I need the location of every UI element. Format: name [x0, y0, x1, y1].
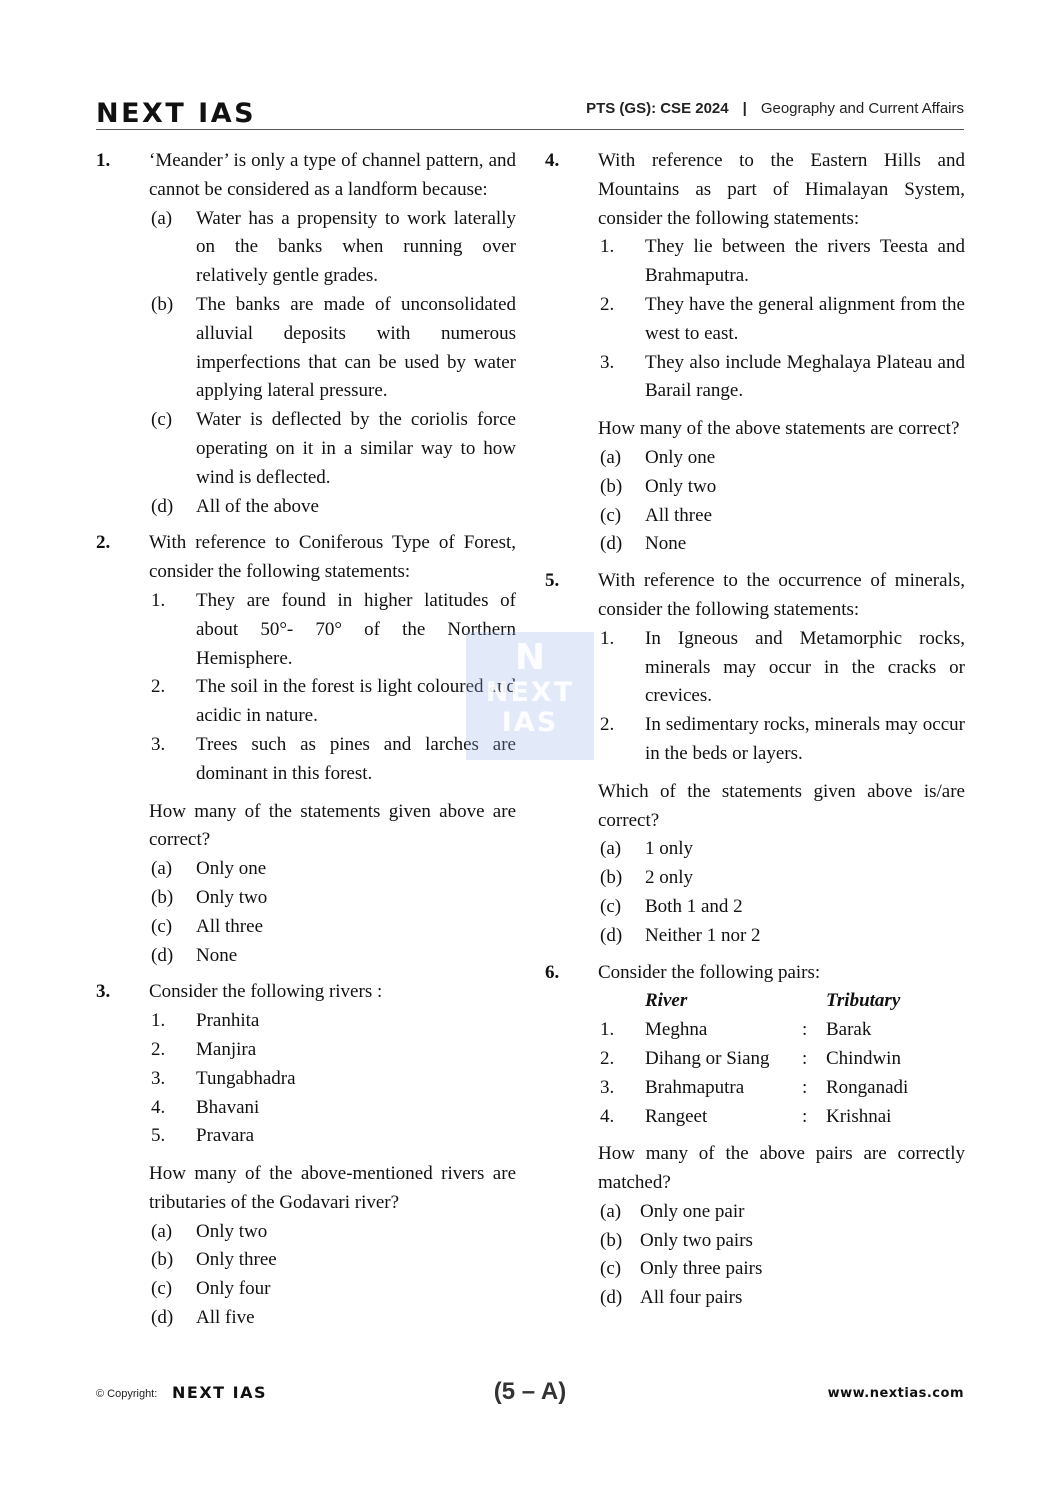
pair-row [598, 1103, 965, 1132]
option-text: Only two [645, 475, 717, 497]
option-text: Only three [196, 1249, 277, 1271]
statement-text: They have the general alignment from the west to east. [645, 293, 965, 344]
option-b [149, 291, 516, 406]
option-b [149, 884, 516, 913]
option-text: The banks are made of unconsolidated alluvial deposits with numerous imperfections that can be used by water applying lateral pressure. [196, 293, 516, 402]
pair-separator: : [802, 1019, 808, 1041]
option-d [598, 530, 965, 559]
option-text: Water has a propensity to work laterally on the banks when running over relatively gentle grades. [196, 207, 516, 287]
watermark-mark: N [514, 637, 546, 678]
statement-text: In sedimentary rocks, minerals may occur in the beds or layers. [645, 714, 965, 764]
statement-label: 3. [151, 733, 166, 755]
pair-label: 3. [600, 1076, 615, 1098]
option-label: (d) [600, 533, 623, 555]
option-label: (d) [600, 924, 623, 946]
option-label: (c) [151, 1278, 173, 1300]
option-label: (d) [600, 1287, 623, 1309]
question-prompt: How many of the above-mentioned rivers are tributaries of the Godavari river? [149, 1163, 516, 1213]
statement-2 [149, 673, 516, 731]
pair-separator: : [802, 1076, 808, 1098]
river-item [149, 1036, 516, 1065]
option-text: Only two [196, 886, 268, 908]
watermark-text: IAS [501, 707, 559, 738]
brand-logo: NEXT IAS [96, 98, 257, 129]
question-prompt: Which of the statements given above is/are correct? [598, 780, 965, 831]
question-number: 4. [545, 150, 560, 171]
option-text: 1 only [645, 838, 694, 860]
option-label: (b) [600, 867, 623, 889]
website-url: www.nextias.com [827, 1386, 964, 1401]
right-column [545, 147, 965, 1321]
pair-separator: : [802, 1047, 808, 1069]
option-label: (d) [151, 495, 174, 517]
item-text: Pravara [196, 1125, 255, 1147]
option-text: All three [645, 504, 713, 526]
item-label: 1. [151, 1010, 166, 1032]
option-text: All of the above [196, 495, 319, 517]
question-4 [545, 147, 965, 559]
item-text: Pranhita [196, 1010, 260, 1032]
question-2 [96, 529, 516, 970]
option-a [149, 855, 516, 884]
option-label: (c) [600, 895, 622, 917]
statement-3 [149, 731, 516, 789]
item-label: 3. [151, 1067, 166, 1089]
option-text: Both 1 and 2 [645, 895, 743, 917]
pair-tributary: Barak [826, 1019, 872, 1041]
statement-3 [598, 349, 965, 407]
header-separator: | [742, 100, 747, 117]
option-d [598, 1284, 965, 1313]
pairs-header [598, 987, 965, 1016]
option-d [598, 922, 965, 951]
statement-text: They also include Meghalaya Plateau and Barail range. [645, 351, 965, 402]
option-text: All five [196, 1307, 255, 1329]
pair-label: 1. [600, 1019, 615, 1041]
option-c [149, 406, 516, 492]
pair-tributary: Ronganadi [826, 1076, 909, 1098]
tributary-column-header: Tributary [826, 990, 901, 1012]
option-text: Only one [196, 858, 267, 880]
pair-tributary: Chindwin [826, 1047, 901, 1069]
river-item [149, 1122, 516, 1151]
option-d [149, 942, 516, 971]
option-label: (b) [151, 1249, 174, 1271]
subject-title: Geography and Current Affairs [760, 100, 964, 117]
option-c [598, 893, 965, 922]
page-number: (5 – A) [493, 1378, 567, 1405]
question-text: ‘Meander’ is only a type of channel pattern, and cannot be considered as a landform because: [149, 150, 516, 200]
question-prompt: How many of the above pairs are correctly matched? [598, 1143, 965, 1194]
option-label: (a) [151, 858, 173, 880]
option-text: None [645, 533, 687, 555]
option-label: (d) [151, 944, 174, 966]
header-info [586, 100, 964, 117]
option-a [598, 835, 965, 864]
option-text: Only four [196, 1278, 271, 1300]
river-item [149, 1094, 516, 1123]
option-c [149, 913, 516, 942]
footer-logo: NEXT IAS [172, 1383, 267, 1402]
option-label: (a) [600, 446, 622, 468]
option-b [598, 1227, 965, 1256]
question-text: With reference to the Eastern Hills and Mountains as part of Himalayan System, consider the following statements: [598, 150, 965, 229]
statement-label: 1. [600, 236, 615, 258]
question-number: 1. [96, 150, 111, 171]
option-label: (c) [151, 915, 173, 937]
question-prompt: How many of the above statements are correct? [598, 418, 960, 440]
option-label: (b) [600, 1229, 623, 1251]
option-a [149, 1218, 516, 1247]
statement-2 [598, 711, 965, 769]
item-label: 4. [151, 1096, 166, 1118]
option-label: (a) [151, 1220, 173, 1242]
pair-river: Meghna [645, 1019, 708, 1041]
option-text: All four pairs [640, 1287, 743, 1309]
river-column-header: River [645, 990, 688, 1012]
pair-label: 4. [600, 1105, 615, 1127]
left-column [96, 147, 516, 1341]
pair-river: Brahmaputra [645, 1076, 745, 1098]
option-label: (a) [600, 1200, 622, 1222]
option-label: (b) [600, 475, 623, 497]
river-item [149, 1007, 516, 1036]
question-number: 3. [96, 981, 111, 1003]
item-label: 5. [151, 1125, 166, 1147]
question-5 [545, 567, 965, 950]
copyright-text: © Copyright: [96, 1388, 158, 1400]
option-text: 2 only [645, 867, 694, 889]
item-text: Tungabhadra [196, 1067, 296, 1089]
question-text: With reference to Coniferous Type of Forest, consider the following statements: [149, 532, 516, 583]
option-text: All three [196, 915, 264, 937]
option-text: Water is deflected by the coriolis force operating on it in a similar way to how wind is deflected. [196, 409, 516, 488]
pair-tributary: Krishnai [826, 1105, 892, 1127]
option-b [149, 1246, 516, 1275]
statement-2 [598, 291, 965, 349]
pair-separator: : [802, 1105, 808, 1127]
question-text: With reference to the occurrence of minerals, consider the following statements: [598, 570, 965, 620]
statement-1 [149, 587, 516, 673]
question-number: 6. [545, 961, 560, 983]
option-text: None [196, 944, 238, 966]
pair-row [598, 1016, 965, 1045]
option-c [149, 1275, 516, 1304]
option-label: (c) [151, 409, 173, 431]
option-c [598, 502, 965, 531]
page-footer [96, 1378, 964, 1410]
option-d [149, 493, 516, 522]
pair-label: 2. [600, 1047, 615, 1069]
option-text: Only one [645, 446, 716, 468]
item-label: 2. [151, 1038, 166, 1060]
question-text: Consider the following rivers : [149, 981, 383, 1003]
statement-label: 2. [600, 714, 615, 736]
option-text: Only one pair [640, 1200, 745, 1222]
statement-label: 1. [600, 627, 615, 649]
option-a [598, 444, 965, 473]
statement-label: 1. [151, 589, 166, 611]
option-c [598, 1255, 965, 1284]
statement-text: In Igneous and Metamorphic rocks, minerals may occur in the cracks or crevices. [645, 627, 965, 707]
option-text: Only two pairs [640, 1229, 753, 1251]
question-number: 2. [96, 532, 111, 554]
statement-label: 3. [600, 351, 615, 373]
question-text: Consider the following pairs: [598, 961, 821, 983]
question-3 [96, 978, 516, 1333]
pair-row [598, 1045, 965, 1074]
question-number: 5. [545, 570, 560, 592]
option-label: (a) [151, 207, 173, 229]
option-b [598, 864, 965, 893]
pair-river: Rangeet [645, 1105, 708, 1127]
question-1 [96, 147, 516, 521]
option-text: Only two [196, 1220, 268, 1242]
option-label: (b) [151, 293, 174, 315]
option-label: (d) [151, 1307, 174, 1329]
question-6 [545, 959, 965, 1314]
option-text: Only three pairs [640, 1258, 763, 1280]
river-item [149, 1065, 516, 1094]
statement-text: The soil in the forest is light coloured and acidic in nature. [196, 676, 516, 727]
option-label: (c) [600, 504, 622, 526]
statement-label: 2. [600, 293, 615, 315]
pair-row [598, 1074, 965, 1103]
test-series: PTS (GS): CSE 2024 [586, 100, 729, 117]
option-text: Neither 1 nor 2 [645, 924, 761, 946]
pair-river: Dihang or Siang [645, 1047, 770, 1069]
statement-text: They are found in higher latitudes of about 50°- 70° of the Northern Hemisphere. [196, 589, 516, 669]
item-text: Bhavani [196, 1096, 260, 1118]
option-label: (c) [600, 1258, 622, 1280]
option-d [149, 1304, 516, 1333]
option-label: (b) [151, 886, 174, 908]
statement-1 [598, 233, 965, 291]
statement-1 [598, 625, 965, 711]
option-label: (a) [600, 838, 622, 860]
question-prompt: How many of the statements given above are correct? [149, 800, 516, 851]
watermark-text: NEXT [485, 677, 575, 708]
option-a [149, 205, 516, 291]
statement-text: They lie between the rivers Teesta and Brahmaputra. [645, 236, 965, 287]
statement-label: 2. [151, 676, 166, 698]
statement-text: Trees such as pines and larches are dominant in this forest. [196, 733, 516, 784]
item-text: Manjira [196, 1038, 257, 1060]
option-a [598, 1198, 965, 1227]
watermark-logo [466, 632, 594, 760]
page-header [96, 96, 964, 130]
option-b [598, 473, 965, 502]
